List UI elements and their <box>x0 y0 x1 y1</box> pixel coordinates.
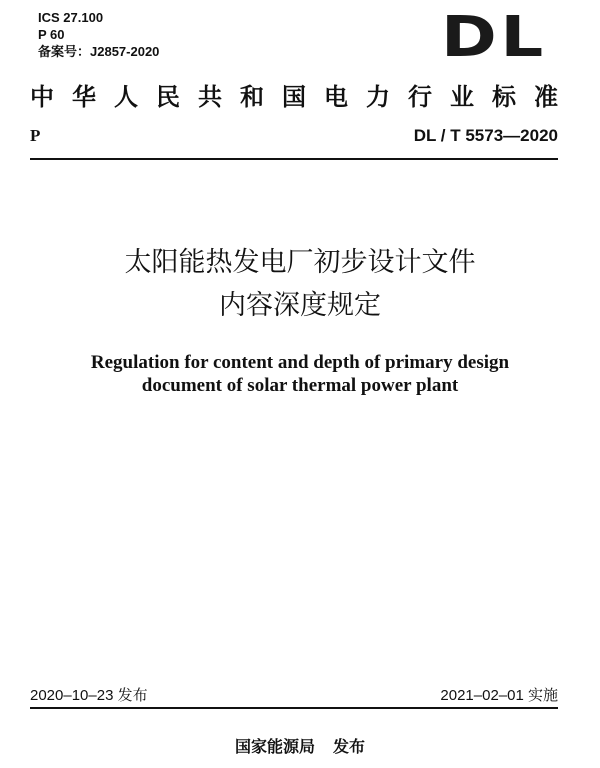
standard-number: DL / T 5573—2020 <box>413 126 558 145</box>
standard-name: 中华人民共和国电力行业标准 <box>30 83 558 111</box>
issue-date: 2020–10–23 发布 <box>30 687 148 704</box>
publish-label: 发布 <box>333 737 366 756</box>
title-en-line1: Regulation for content and depth of primary design <box>90 352 510 373</box>
class-code: P <box>30 126 41 145</box>
header-divider <box>30 158 558 160</box>
title-en-line2: document of solar thermal power plant <box>141 375 459 396</box>
publisher-name: 国家能源局 <box>234 737 315 756</box>
dl-logo: DL <box>441 5 547 70</box>
publisher-line <box>0 736 600 758</box>
ics-code: ICS 27.100 <box>38 10 104 25</box>
title-zh-line1: 太阳能热发电厂初步设计文件 <box>124 247 476 278</box>
category-code: P 60 <box>38 27 65 42</box>
filing-number: 备案号：J2857-2020 <box>38 44 160 59</box>
footer-divider <box>30 707 558 709</box>
title-zh-line2: 内容深度规定 <box>219 290 381 321</box>
effective-date: 2021–02–01 实施 <box>440 687 558 704</box>
